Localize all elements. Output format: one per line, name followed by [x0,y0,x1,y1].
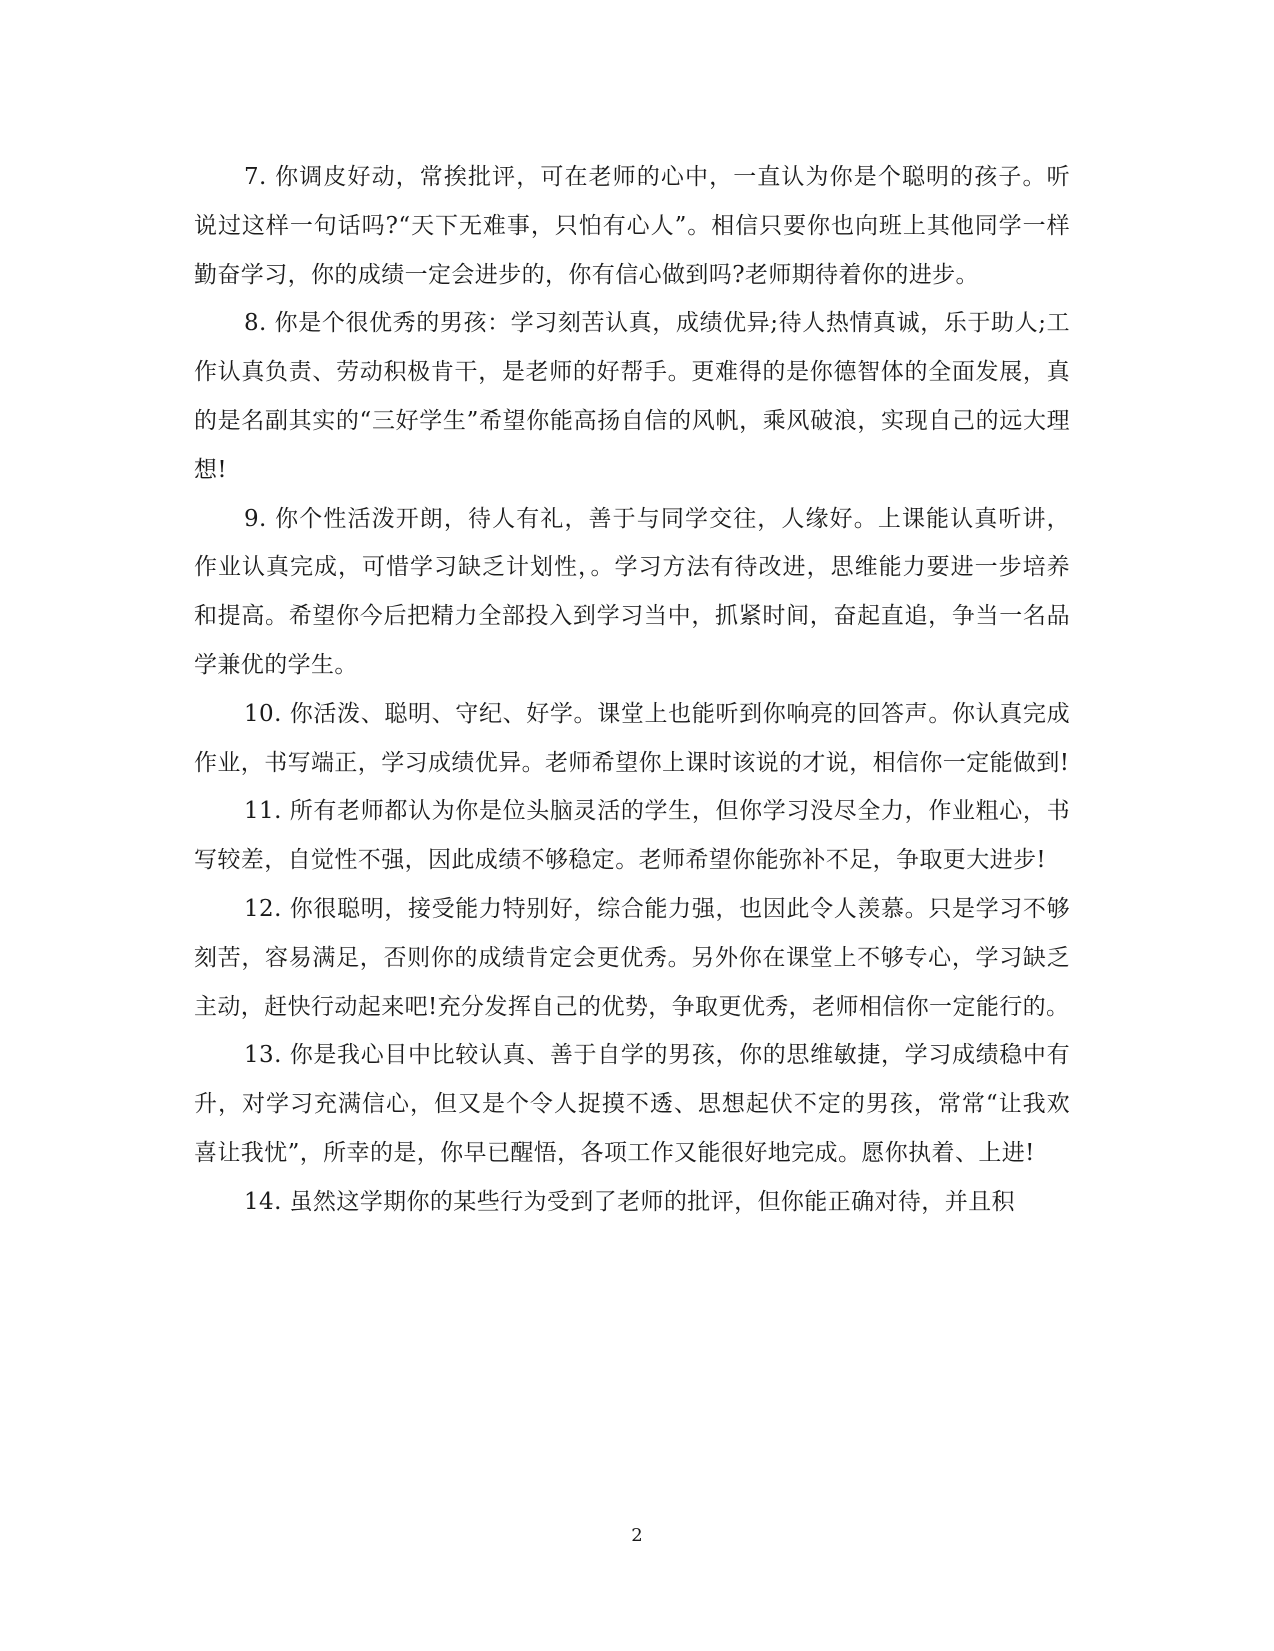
paragraph-9: 9. 你个性活泼开朗，待人有礼，善于与同学交往，人缘好。上课能认真听讲，作业认真完成，可惜学习缺乏计划性，。学习方法有待改进，思维能力要进一步培养和提高。希望你今后把精力全部投入到学习当中，抓紧时间，奋起直追，争当一名品学兼优的学生。 [194,505,1070,678]
paragraph-14: 14. 虽然这学期你的某些行为受到了老师的批评，但你能正确对待，并且积 [244,1188,1015,1215]
paragraph-8: 8. 你是个很优秀的男孩：学习刻苦认真，成绩优异;待人热情真诚，乐于助人;工作认真负责、劳动积极肯干，是老师的好帮手。更难得的是你德智体的全面发展，真的是名副其实的“三好学生”希望你能高扬自信的风帆，乘风破浪，实现自己的远大理想! [194,310,1070,483]
paragraph-7: 7. 你调皮好动，常挨批评，可在老师的心中，一直认为你是个聪明的孩子。听说过这样一句话吗?“天下无难事，只怕有心人”。相信只要你也向班上其他同学一样勤奋学习，你的成绩一定会进步的，你有信心做到吗?老师期待着你的进步。 [194,164,1070,288]
body-text [194,153,1070,1227]
paragraph-12: 12. 你很聪明，接受能力特别好，综合能力强，也因此令人羡慕。只是学习不够刻苦，容易满足，否则你的成绩肯定会更优秀。另外你在课堂上不够专心，学习缺乏主动，赶快行动起来吧!充分发挥自己的优势，争取更优秀，老师相信你一定能行的。 [194,895,1070,1020]
paragraph-13: 13. 你是我心目中比较认真、善于自学的男孩，你的思维敏捷，学习成绩稳中有升，对学习充满信心，但又是个令人捉摸不透、思想起伏不定的男孩，常常“让我欢喜让我忧”，所幸的是，你早已醒悟，各项工作又能很好地完成。愿你执着、上进! [194,1042,1070,1166]
page-number: 2 [631,1525,643,1546]
paragraph-10: 10. 你活泼、聪明、守纪、好学。课堂上也能听到你响亮的回答声。你认真完成作业，书写端正，学习成绩优异。老师希望你上课时该说的才说，相信你一定能做到! [194,700,1070,776]
paragraph-11: 11. 所有老师都认为你是位头脑灵活的学生，但你学习没尽全力，作业粗心，书写较差，自觉性不强，因此成绩不够稳定。老师希望你能弥补不足，争取更大进步! [194,798,1070,874]
